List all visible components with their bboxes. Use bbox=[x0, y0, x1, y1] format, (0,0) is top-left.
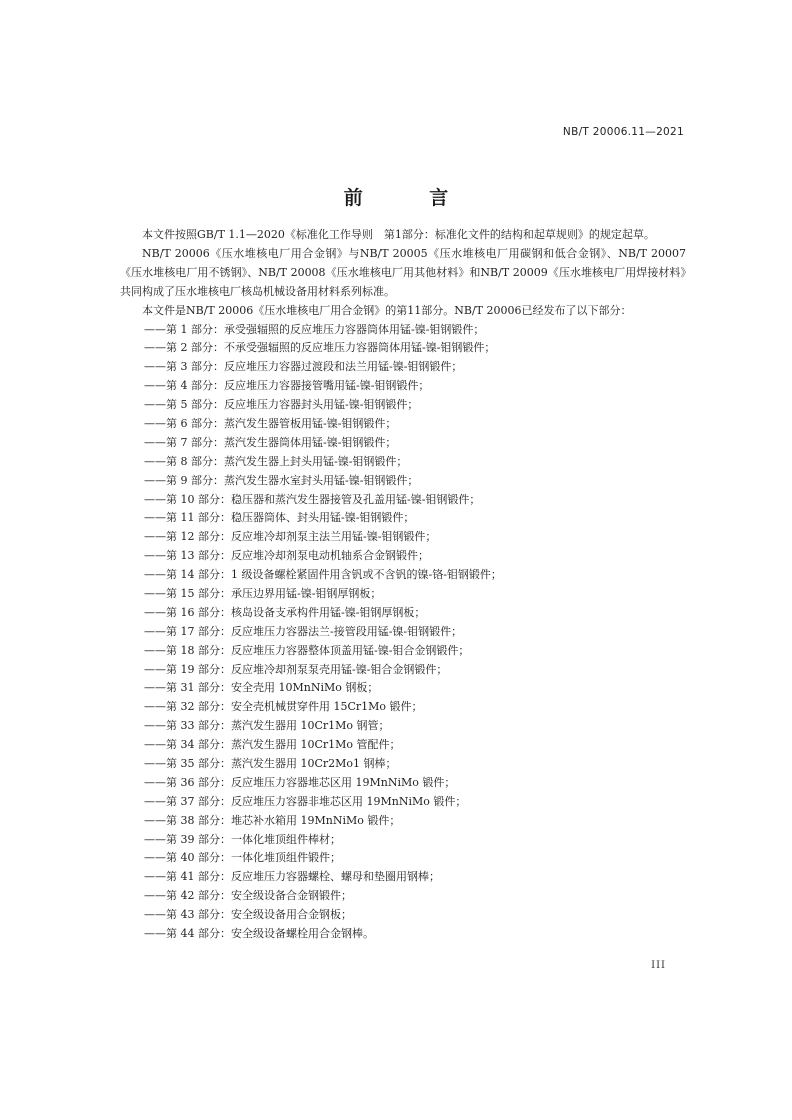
list-item: ——第 41 部分：反应堆压力容器螺栓、螺母和垫圈用钢棒； bbox=[144, 870, 440, 884]
list-item: ——第 9 部分：蒸汽发生器水室封头用锰-镍-钼钢锻件； bbox=[144, 473, 419, 487]
list-item: ——第 33 部分：蒸汽发生器用 10Cr1Mo 钢管； bbox=[144, 719, 390, 733]
list-item: ——第 44 部分：安全级设备螺栓用合金钢棒。 bbox=[144, 927, 374, 941]
foreword-body bbox=[120, 226, 686, 944]
list-item: ——第 38 部分：堆芯补水箱用 19MnNiMo 锻件； bbox=[144, 813, 401, 827]
page-number: III bbox=[651, 960, 666, 971]
list-item: ——第 5 部分：反应堆压力容器封头用锰-镍-钼钢锻件； bbox=[144, 398, 419, 412]
list-item: ——第 3 部分：反应堆压力容器过渡段和法兰用锰-镍-钼钢锻件； bbox=[144, 360, 463, 374]
page-title: 前 言 bbox=[343, 187, 479, 209]
list-item: ——第 40 部分：一体化堆顶组件锻件； bbox=[144, 851, 341, 865]
list-item: ——第 8 部分：蒸汽发生器上封头用锰-镍-钼钢锻件； bbox=[144, 454, 408, 468]
list-item: ——第 17 部分：反应堆压力容器法兰-接管段用锰-镍-钼钢锻件； bbox=[144, 624, 463, 638]
list-item: ——第 15 部分：承压边界用锰-镍-钼钢厚钢板； bbox=[144, 587, 382, 600]
list-item: ——第 16 部分：核岛设备支承构件用锰-镍-钼钢厚钢板； bbox=[144, 605, 426, 619]
list-item: ——第 12 部分：反应堆冷却剂泵主法兰用锰-镍-钼钢锻件； bbox=[144, 530, 437, 544]
paragraph-part-intro: 本文件是NB/T 20006《压水堆核电厂用合金钢》的第11部分。NB/T 20006已经发布了以下部分： bbox=[142, 303, 632, 317]
list-item: ——第 37 部分：反应堆压力容器非堆芯区用 19MnNiMo 锻件； bbox=[144, 794, 467, 808]
list-item: ——第 6 部分：蒸汽发生器管板用锰-镍-钼钢锻件； bbox=[144, 416, 397, 430]
list-item: ——第 19 部分：反应堆冷却剂泵泵壳用锰-镍-钼合金钢锻件； bbox=[144, 662, 448, 676]
parts-list bbox=[120, 321, 686, 944]
list-item: ——第 10 部分：稳压器和蒸汽发生器接管及孔盖用锰-镍-钼钢锻件； bbox=[144, 492, 481, 506]
list-item: ——第 35 部分：蒸汽发生器用 10Cr2Mo1 钢棒； bbox=[144, 757, 397, 771]
list-item: ——第 4 部分：反应堆压力容器接管嘴用锰-镍-钼钢锻件； bbox=[144, 379, 430, 393]
list-item: ——第 36 部分：反应堆压力容器堆芯区用 19MnNiMo 锻件； bbox=[144, 775, 456, 789]
list-item: ——第 43 部分：安全级设备用合金钢板； bbox=[144, 908, 352, 922]
list-item: ——第 11 部分：稳压器筒体、封头用锰-镍-钼钢锻件； bbox=[144, 511, 415, 525]
list-item: ——第 31 部分：安全壳用 10MnNiMo 钢板； bbox=[144, 681, 379, 695]
paragraph-drafting-rules: 本文件按照GB/T 1.1—2020《标准化工作导则 第1部分：标准化文件的结构和起草规则》的规定起草。 bbox=[142, 228, 655, 241]
list-item: ——第 1 部分：承受强辐照的反应堆压力容器筒体用锰-镍-钼钢锻件； bbox=[144, 322, 485, 336]
list-item: ——第 2 部分：不承受强辐照的反应堆压力容器筒体用锰-镍-钼钢锻件； bbox=[144, 341, 496, 355]
list-item: ——第 34 部分：蒸汽发生器用 10Cr1Mo 管配件； bbox=[144, 738, 401, 752]
standard-code: NB/T 20006.11—2021 bbox=[562, 126, 684, 138]
list-item: ——第 32 部分：安全壳机械贯穿件用 15Cr1Mo 锻件； bbox=[144, 700, 423, 714]
list-item: ——第 14 部分：1 级设备螺栓紧固件用含钒或不含钒的镍-铬-钼钢锻件； bbox=[144, 568, 502, 582]
list-item: ——第 13 部分：反应堆冷却剂泵电动机轴系合金钢锻件； bbox=[144, 549, 429, 563]
list-item: ——第 18 部分：反应堆压力容器整体顶盖用锰-镍-钼合金钢锻件； bbox=[144, 643, 470, 657]
paragraph-series-standards: NB/T 20006《压水堆核电厂用合金钢》与NB/T 20005《压水堆核电厂用碳钢和低合金钢》、NB/T 20007《压水堆核电厂用不锈钢》、NB/T 20008《压水堆核电厂用其他材料》和NB/T 20009《压水堆核电厂用焊接材料》共同构成了压水堆核电厂核岛机械设备用材料系列标准。 bbox=[120, 246, 686, 298]
list-item: ——第 7 部分：蒸汽发生器筒体用锰-镍-钼钢锻件； bbox=[144, 435, 397, 449]
list-item: ——第 42 部分：安全级设备合金钢锻件； bbox=[144, 889, 352, 903]
list-item: ——第 39 部分：一体化堆顶组件棒材； bbox=[144, 832, 341, 846]
